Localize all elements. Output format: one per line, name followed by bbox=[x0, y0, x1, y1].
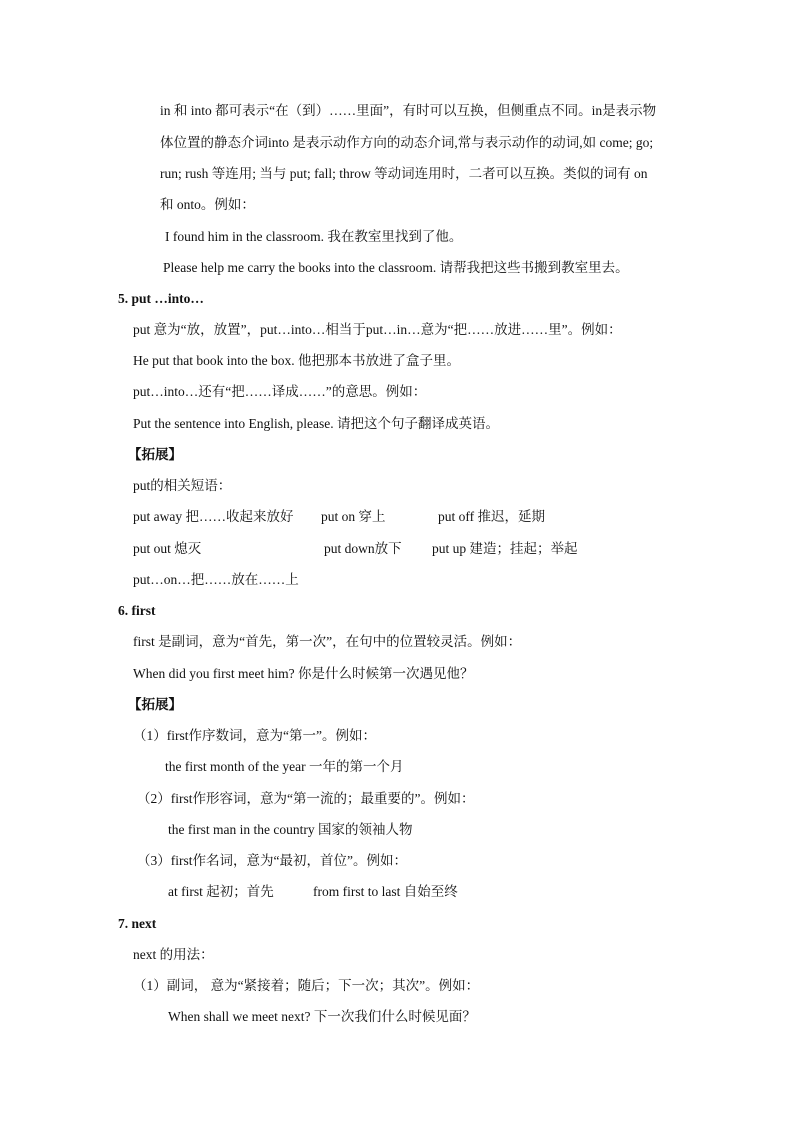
phrase-put-off: put off 推迟，延期 bbox=[438, 509, 545, 524]
section-6-heading: 6. first bbox=[118, 603, 156, 618]
sec7-line-2: （1）副词， 意为“紧接着；随后；下一次；其次”。例如： bbox=[133, 978, 480, 993]
sec5-phrase-row-1 bbox=[133, 507, 545, 527]
sec5-line-2: He put that book into the box. 他把那本书放进了盒子里。 bbox=[133, 353, 460, 368]
phrase-at-first: at first 起初；首先 bbox=[168, 884, 274, 899]
sec5-line-1: put 意为“放，放置”，put…into…相当于put…in…意为“把……放进……里”。例如： bbox=[133, 322, 622, 337]
sec6-item-1-example: the first month of the year 一年的第一个月 bbox=[165, 759, 404, 774]
intro-line-2: 体位置的静态介词into 是表示动作方向的动态介词,常与表示动作的动词,如 come; go; bbox=[160, 135, 654, 150]
sec7-line-3: When shall we meet next? 下一次我们什么时候见面？ bbox=[168, 1009, 476, 1024]
sec7-line-1: next 的用法： bbox=[133, 947, 214, 962]
sec6-item-3: （3）first作名词，意为“最初，首位”。例如： bbox=[137, 853, 407, 868]
sec6-item-3-examples bbox=[168, 882, 458, 902]
sec5-extension-label: 【拓展】 bbox=[128, 447, 182, 462]
sec6-line-1: first 是副词，意为“首先，第一次”，在句中的位置较灵活。例如： bbox=[133, 634, 522, 649]
sec5-phrases-intro: put的相关短语： bbox=[133, 478, 232, 493]
sec5-line-3: put…into…还有“把……译成……”的意思。例如： bbox=[133, 384, 427, 399]
phrase-from-first-to-last: from first to last 自始至终 bbox=[313, 884, 458, 899]
phrase-put-down: put down放下 bbox=[324, 541, 402, 556]
section-7-heading: 7. next bbox=[118, 916, 157, 931]
sec5-line-4: Put the sentence into English, please. 请把这个句子翻译成英语。 bbox=[133, 416, 499, 431]
intro-example-2: Please help me carry the books into the classroom. 请帮我把这些书搬到教室里去。 bbox=[163, 260, 629, 275]
sec6-item-2: （2）first作形容词，意为“第一流的；最重要的”。例如： bbox=[137, 791, 475, 806]
phrase-put-away: put away 把……收起来放好 bbox=[133, 509, 294, 524]
sec6-line-2: When did you first meet him? 你是什么时候第一次遇见他？ bbox=[133, 666, 474, 681]
intro-line-4: 和 onto。例如： bbox=[160, 197, 255, 212]
section-5-heading: 5. put …into… bbox=[118, 291, 204, 306]
intro-example-1: I found him in the classroom. 我在教室里找到了他。 bbox=[165, 229, 463, 244]
sec6-item-2-example: the first man in the country 国家的领袖人物 bbox=[168, 822, 413, 837]
sec5-phrase-row-2 bbox=[133, 539, 578, 559]
sec6-extension-label: 【拓展】 bbox=[128, 697, 182, 712]
intro-line-1: in 和 into 都可表示“在（到）……里面”，有时可以互换，但侧重点不同。in是表示物 bbox=[160, 103, 657, 118]
intro-line-3: run; rush 等连用; 当与 put; fall; throw 等动词连用时，二者可以互换。类似的词有 on bbox=[160, 166, 648, 181]
phrase-put-up: put up 建造；挂起；举起 bbox=[432, 541, 578, 556]
phrase-put-out: put out 熄灭 bbox=[133, 541, 202, 556]
phrase-put-on: put on 穿上 bbox=[321, 509, 386, 524]
sec6-item-1: （1）first作序数词，意为“第一”。例如： bbox=[133, 728, 376, 743]
sec5-phrase-row-3: put…on…把……放在……上 bbox=[133, 572, 299, 587]
